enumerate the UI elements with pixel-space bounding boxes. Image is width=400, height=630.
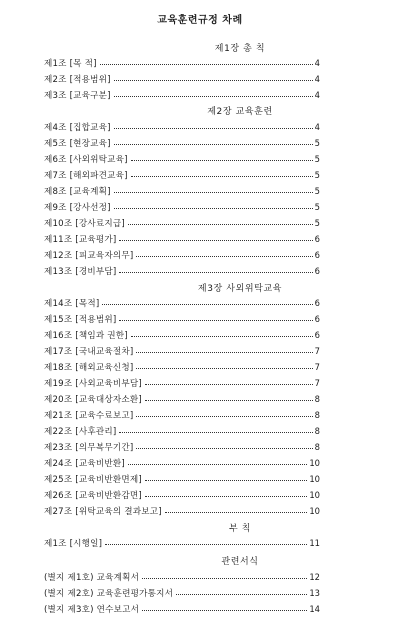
toc-entry[interactable] <box>44 121 320 134</box>
toc-entry-label: 제1조 [시행일] <box>44 539 103 549</box>
toc-entry-label: 제13조 [경비부담] <box>44 267 117 277</box>
toc-entry[interactable] <box>44 185 320 198</box>
toc-entry-page: 8 <box>314 426 320 436</box>
toc-entry-page: 8 <box>314 410 320 420</box>
toc-entry[interactable] <box>44 153 320 166</box>
toc-entry-page: 13 <box>309 588 320 598</box>
toc-entry[interactable] <box>44 329 320 342</box>
toc-entry-label: 제8조 [교육계획] <box>44 187 111 197</box>
dot-leader <box>136 367 312 369</box>
dot-leader <box>142 577 307 579</box>
toc-entry-label: 제24조 [교육비반환] <box>44 459 125 469</box>
toc-entry-label: 제23조 [의무복무기간] <box>44 443 134 453</box>
dot-leader <box>131 159 313 161</box>
toc-entry-page: 8 <box>314 442 320 452</box>
dot-leader <box>165 511 308 513</box>
toc-entry[interactable] <box>44 473 320 486</box>
dot-leader <box>131 335 313 337</box>
toc-entry-page: 5 <box>314 218 320 228</box>
toc-entry-page: 7 <box>314 378 320 388</box>
toc-entry-page: 11 <box>309 538 320 548</box>
toc-entry-label: 제6조 [사외위탁교육] <box>44 155 128 165</box>
toc-entry[interactable] <box>44 169 320 182</box>
toc-entry-label: 제2조 [적용범위] <box>44 75 111 85</box>
toc-entry-label: (별지 제3호) 연수보고서 <box>44 605 140 615</box>
dot-leader <box>136 447 312 449</box>
toc-entry-label: 제25조 [교육비반환면제] <box>44 475 142 485</box>
toc-entry-page: 10 <box>309 506 320 516</box>
dot-leader <box>136 255 312 257</box>
dot-leader <box>128 223 313 225</box>
toc-entry[interactable] <box>44 425 320 438</box>
toc-entry-page: 8 <box>314 394 320 404</box>
dot-leader <box>119 431 312 433</box>
toc-entry-page: 6 <box>314 330 320 340</box>
dot-leader <box>176 593 307 595</box>
dot-leader <box>114 127 313 129</box>
dot-leader <box>102 303 312 305</box>
toc-entry[interactable] <box>44 571 320 584</box>
toc-entry-page: 5 <box>314 186 320 196</box>
dot-leader <box>136 415 312 417</box>
toc-entry-label: 제20조 [교육대상자소환] <box>44 395 142 405</box>
toc-entry-page: 10 <box>309 490 320 500</box>
chapter-heading-addenda: 부 칙 <box>228 524 252 534</box>
toc-entry-label: (별지 제1호) 교육계획서 <box>44 573 140 583</box>
toc-entry[interactable] <box>44 201 320 214</box>
toc-entry-page: 6 <box>314 298 320 308</box>
toc-entry-label: 제11조 [교육평가] <box>44 235 117 245</box>
toc-entry-label: 제15조 [적용범위] <box>44 315 117 325</box>
dot-leader <box>128 463 307 465</box>
toc-entry[interactable] <box>44 233 320 246</box>
dot-leader <box>119 271 312 273</box>
toc-entry[interactable] <box>44 297 320 310</box>
dot-leader <box>145 383 313 385</box>
toc-entry-page: 12 <box>309 572 320 582</box>
document-title: 교육훈련규정 차례 <box>157 15 243 26</box>
toc-entry[interactable] <box>44 393 320 406</box>
toc-entry[interactable] <box>44 377 320 390</box>
toc-entry-label: 제7조 [해외파견교육] <box>44 171 128 181</box>
toc-entry-page: 6 <box>314 250 320 260</box>
toc-entry[interactable] <box>44 73 320 86</box>
toc-entry[interactable] <box>44 345 320 358</box>
toc-entry[interactable] <box>44 603 320 616</box>
toc-entry[interactable] <box>44 537 320 550</box>
dot-leader <box>145 479 307 481</box>
chapter-heading-1: 제1장 총 칙 <box>214 44 266 54</box>
toc-entry-page: 6 <box>314 266 320 276</box>
toc-entry-label: 제21조 [교육수료보고] <box>44 411 134 421</box>
chapter-heading-forms: 관련서식 <box>221 557 259 567</box>
toc-entry-page: 14 <box>309 604 320 614</box>
toc-entry[interactable] <box>44 489 320 502</box>
dot-leader <box>114 191 313 193</box>
chapter-heading-3: 제3장 사외위탁교육 <box>197 284 283 294</box>
toc-entry-page: 4 <box>314 90 320 100</box>
toc-entry-label: 제12조 [피교육자의무] <box>44 251 134 261</box>
toc-entry-label: 제27조 [위탁교육의 결과보고] <box>44 507 162 517</box>
dot-leader <box>114 79 313 81</box>
toc-entry-page: 6 <box>314 314 320 324</box>
toc-entry-label: 제1조 [목 적] <box>44 59 97 69</box>
toc-entry-page: 10 <box>309 474 320 484</box>
toc-entry-label: 제4조 [집합교육] <box>44 123 111 133</box>
dot-leader <box>100 63 313 65</box>
toc-entry-page: 6 <box>314 234 320 244</box>
toc-entry-page: 7 <box>314 362 320 372</box>
dot-leader <box>131 175 313 177</box>
toc-entry-page: 5 <box>314 138 320 148</box>
toc-entry[interactable] <box>44 265 320 278</box>
toc-entry[interactable] <box>44 137 320 150</box>
toc-entry-page: 10 <box>309 458 320 468</box>
toc-entry[interactable] <box>44 409 320 422</box>
toc-entry-label: 제10조 [강사료지급] <box>44 219 125 229</box>
toc-entry[interactable] <box>44 217 320 230</box>
dot-leader <box>119 319 312 321</box>
dot-leader <box>145 399 313 401</box>
toc-entry-page: 4 <box>314 58 320 68</box>
chapter-heading-2: 제2장 교육훈련 <box>207 107 273 117</box>
toc-entry-label: 제18조 [해외교육신청] <box>44 363 134 373</box>
toc-entry[interactable] <box>44 361 320 374</box>
toc-entry[interactable] <box>44 313 320 326</box>
toc-entry-label: 제26조 [교육비반환감면] <box>44 491 142 501</box>
toc-entry-page: 5 <box>314 202 320 212</box>
toc-entry-page: 5 <box>314 154 320 164</box>
toc-entry-page: 5 <box>314 170 320 180</box>
dot-leader <box>136 351 312 353</box>
toc-entry-label: 제9조 [강사선정] <box>44 203 111 213</box>
toc-entry[interactable] <box>44 587 320 600</box>
toc-entry-label: (별지 제2호) 교육훈련평가통지서 <box>44 589 174 599</box>
dot-leader <box>105 543 307 545</box>
toc-entry-page: 7 <box>314 346 320 356</box>
dot-leader <box>142 609 307 611</box>
toc-entry-label: 제19조 [사외교육비부담] <box>44 379 142 389</box>
toc-entry-page: 4 <box>314 74 320 84</box>
dot-leader <box>145 495 307 497</box>
toc-entry[interactable] <box>44 505 320 518</box>
toc-entry[interactable] <box>44 89 320 102</box>
toc-entry-label: 제3조 [교육구분] <box>44 91 111 101</box>
toc-entry-label: 제17조 [국내교육절차] <box>44 347 134 357</box>
dot-leader <box>114 95 313 97</box>
toc-entry[interactable] <box>44 249 320 262</box>
toc-entry-label: 제22조 [사후관리] <box>44 427 117 437</box>
toc-entry-label: 제5조 [현장교육] <box>44 139 111 149</box>
dot-leader <box>114 207 313 209</box>
toc-entry-page: 4 <box>314 122 320 132</box>
toc-entry-label: 제14조 [목적] <box>44 299 100 309</box>
toc-entry[interactable] <box>44 457 320 470</box>
toc-entry[interactable] <box>44 57 320 70</box>
dot-leader <box>119 239 312 241</box>
dot-leader <box>114 143 313 145</box>
toc-entry[interactable] <box>44 441 320 454</box>
toc-entry-label: 제16조 [책임과 권한] <box>44 331 128 341</box>
